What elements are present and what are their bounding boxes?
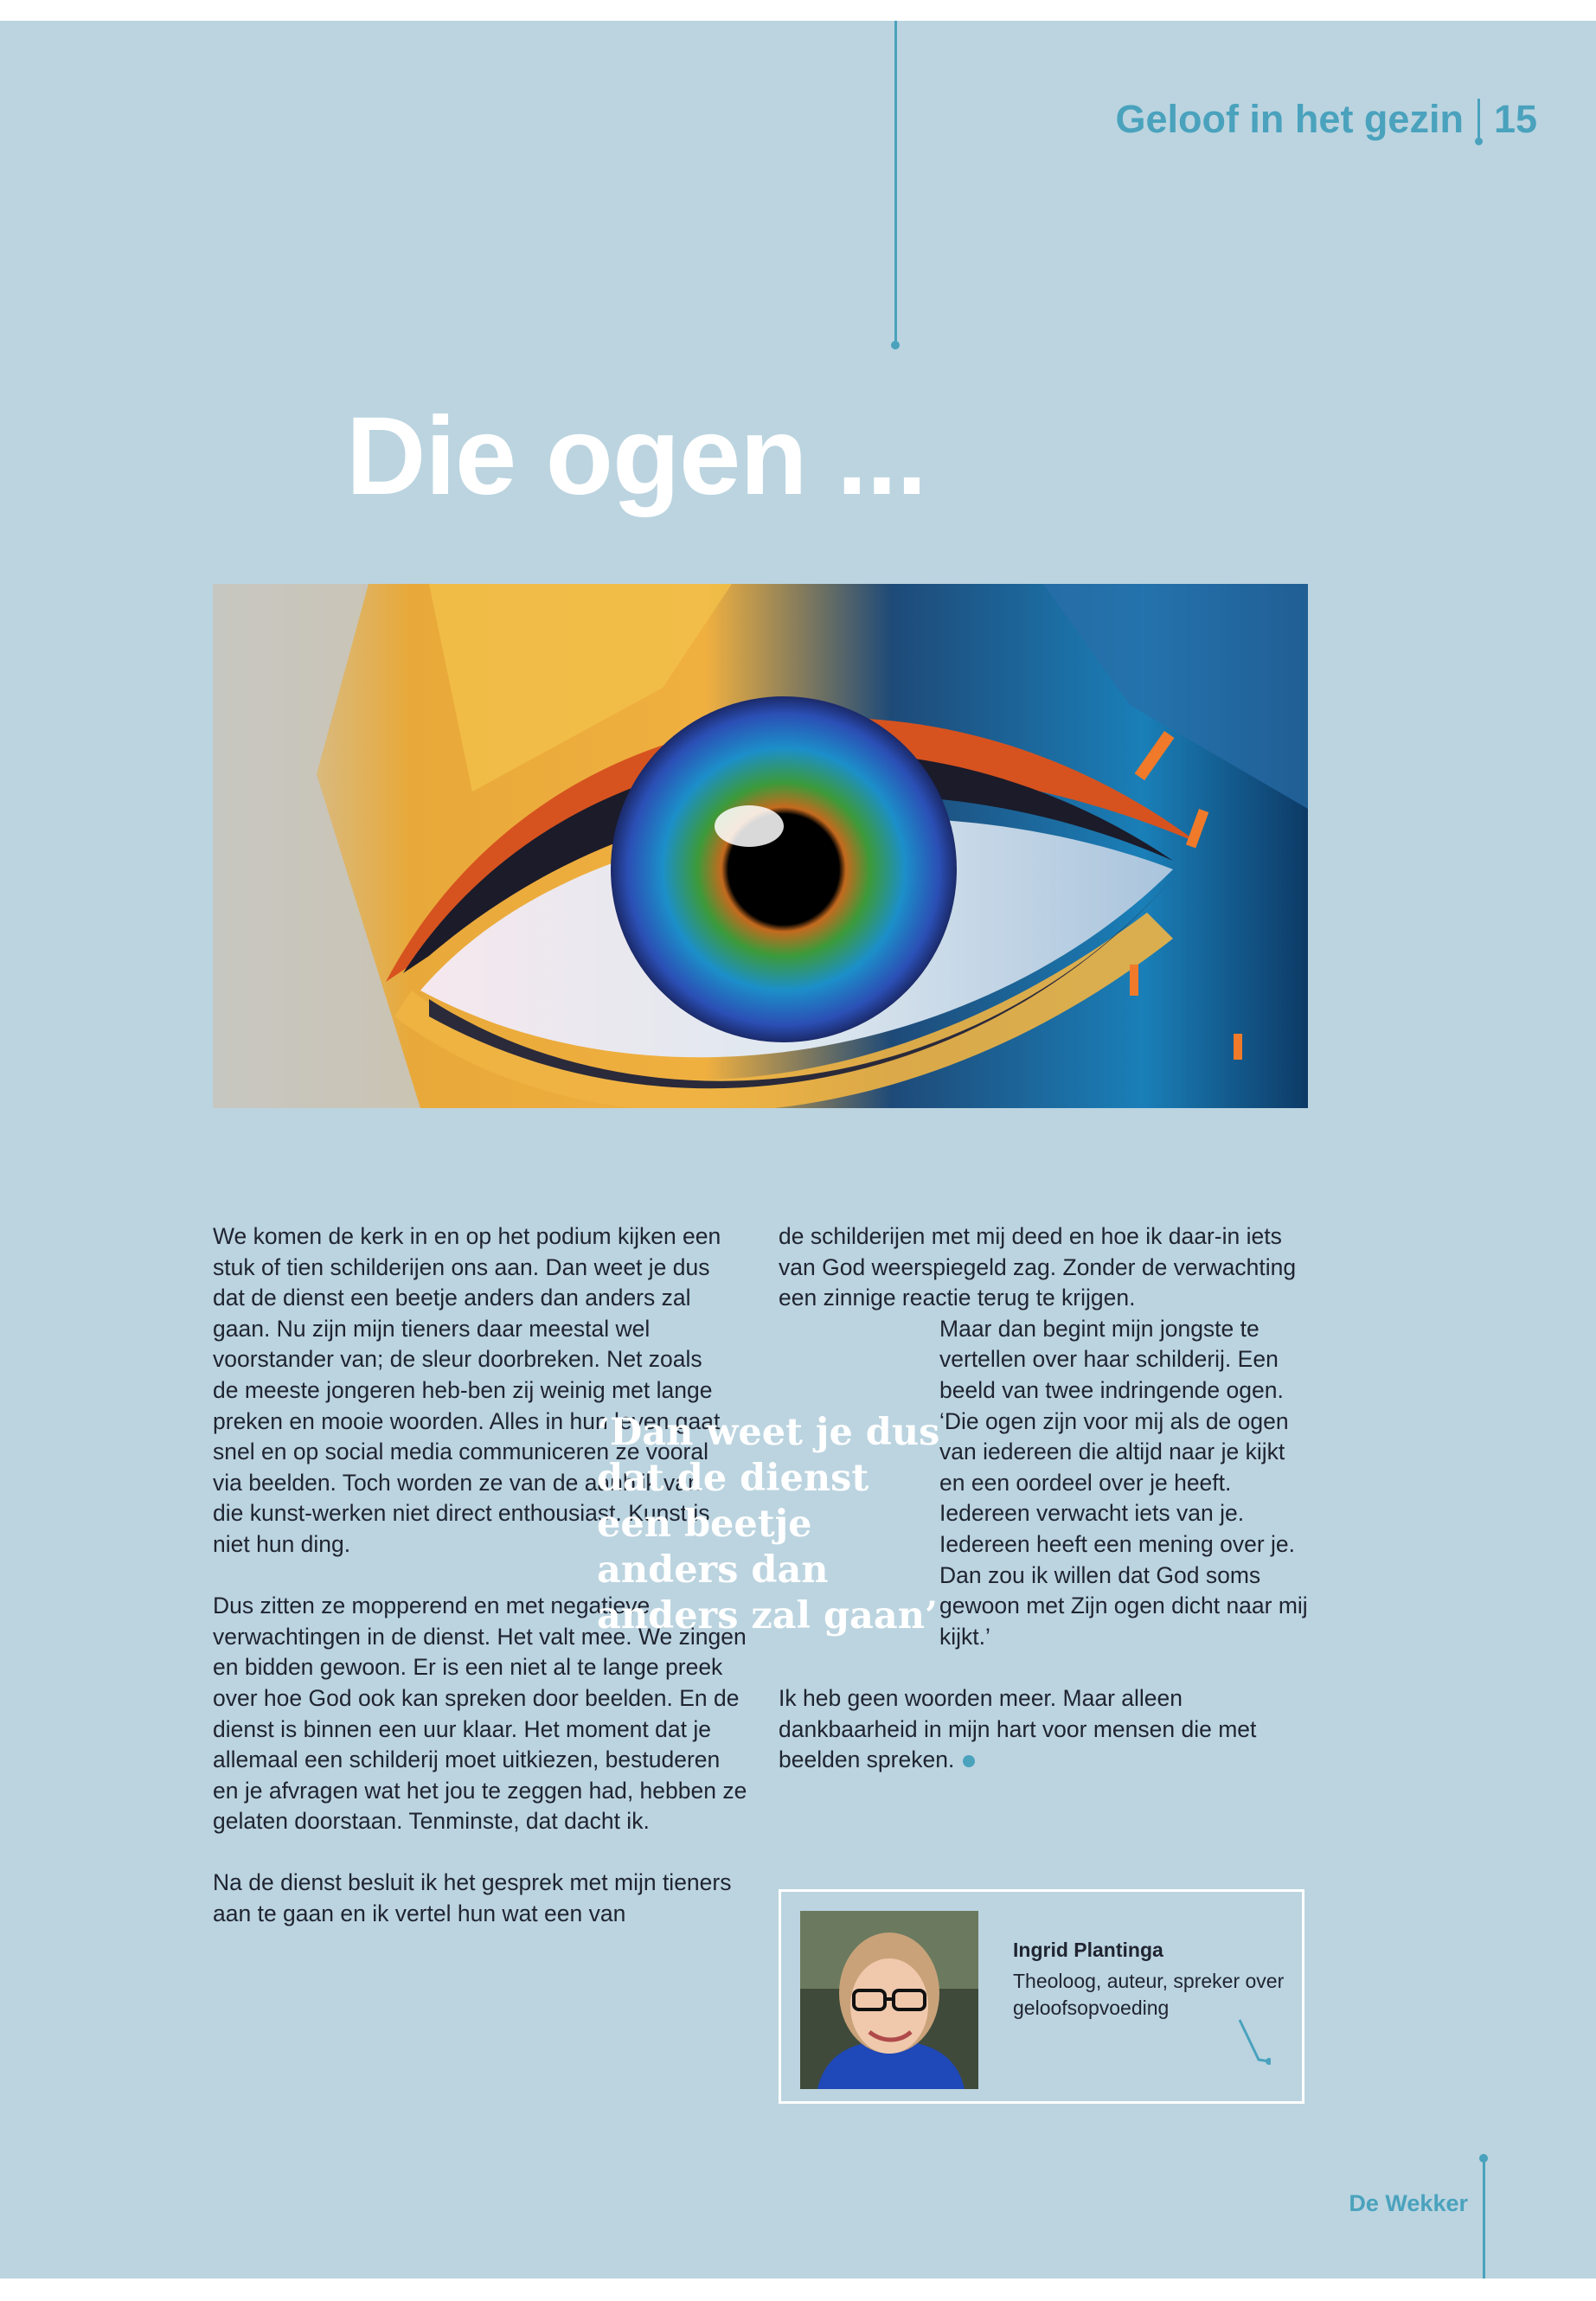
magazine-page bbox=[0, 21, 1596, 2279]
publication-name: De Wekker bbox=[1349, 2190, 1468, 2216]
pull-quote: ‘Dan weet je dus dat de dienst een beetje anders dan anders zal gaan’ bbox=[597, 1411, 940, 1638]
paragraph-5: Maar dan begint mijn jongste te vertellen over haar schilderij. Een beeld van twee indringende ogen. ‘Die ogen zijn voor mij als de ogen van iedereen die altijd naar je kijkt en een oordeel over je heeft. Iedereen verwacht iets van je. Iedereen heeft een mening over je. Dan zou ik willen dat God soms gewoon met Zijn ogen dicht naar mij kijkt.’ bbox=[939, 1315, 1308, 1650]
page-header bbox=[1115, 97, 1537, 142]
article-right-column bbox=[779, 1221, 1315, 1776]
author-name: Ingrid Plantinga bbox=[1013, 1939, 1163, 1961]
decorative-vertical-line-top bbox=[894, 21, 897, 345]
paragraph-3: Na de dienst besluit ik het gesprek met mijn tieners aan te gaan en ik vertel hun wat een van bbox=[213, 1869, 732, 1927]
decorative-dot-top bbox=[891, 341, 900, 349]
section-title: Geloof in het gezin bbox=[1115, 97, 1464, 141]
end-mark-dot bbox=[963, 1755, 975, 1767]
author-portrait bbox=[800, 1911, 978, 2089]
decorative-dot-bottom bbox=[1479, 2154, 1488, 2163]
eye-painting-image bbox=[213, 584, 1308, 1108]
paragraph-6 bbox=[779, 1683, 1315, 1776]
paragraph-1: We komen de kerk in en op het podium kijken een stuk of tien schilderijen ons aan. Dan weet je dus dat de dienst een beetje anders dan anders zal gaan. Nu zijn mijn tieners daar meestal wel voorstander van; de sleur doorbreken. Net zoals de meeste jongeren heb-ben zij weinig met lange preken en mooie woorden. Alles in hun leven gaat snel en op social media communiceren ze vooral via beelden. Toch worden ze van de aanblik van die kunst-werken niet direct enthousiast. Kunst is niet hun ding. bbox=[213, 1223, 721, 1557]
author-role: Theoloog, auteur, spreker over geloofsopvoeding bbox=[1013, 1970, 1285, 2019]
decorative-vertical-line-bottom bbox=[1483, 2157, 1485, 2279]
author-photo bbox=[800, 1911, 978, 2089]
paragraph-4: de schilderijen met mij deed en hoe ik daar-in iets van God weerspiegeld zag. Zonder de verwachting een zinnige reactie terug te krijgen. bbox=[779, 1223, 1297, 1311]
eye-painting-illustration bbox=[213, 584, 1308, 1108]
header-divider bbox=[1477, 99, 1480, 140]
article-title: Die ogen ... bbox=[346, 394, 926, 518]
pen-mark-icon bbox=[1236, 2018, 1271, 2070]
closing-text: Ik heb geen woorden meer. Maar alleen dankbaarheid in mijn hart voor mensen die met beelden spreken. bbox=[779, 1684, 1257, 1773]
page-number: 15 bbox=[1493, 97, 1537, 141]
paragraph-2: Dus zitten ze mopperend en met negatieve verwachtingen in de dienst. Het valt mee. We zingen en bidden gewoon. Er is een niet al te lange preek over hoe God ook kan spreken door beelden. En de dienst is binnen een uur klaar. Het moment dat je allemaal een schilderij moet uitkiezen, bestuderen en je afvragen wat het jou te zeggen had, hebben ze gelaten doorstaan. Tenminste, dat dacht ik. bbox=[213, 1593, 747, 1835]
author-box bbox=[779, 1889, 1304, 2104]
